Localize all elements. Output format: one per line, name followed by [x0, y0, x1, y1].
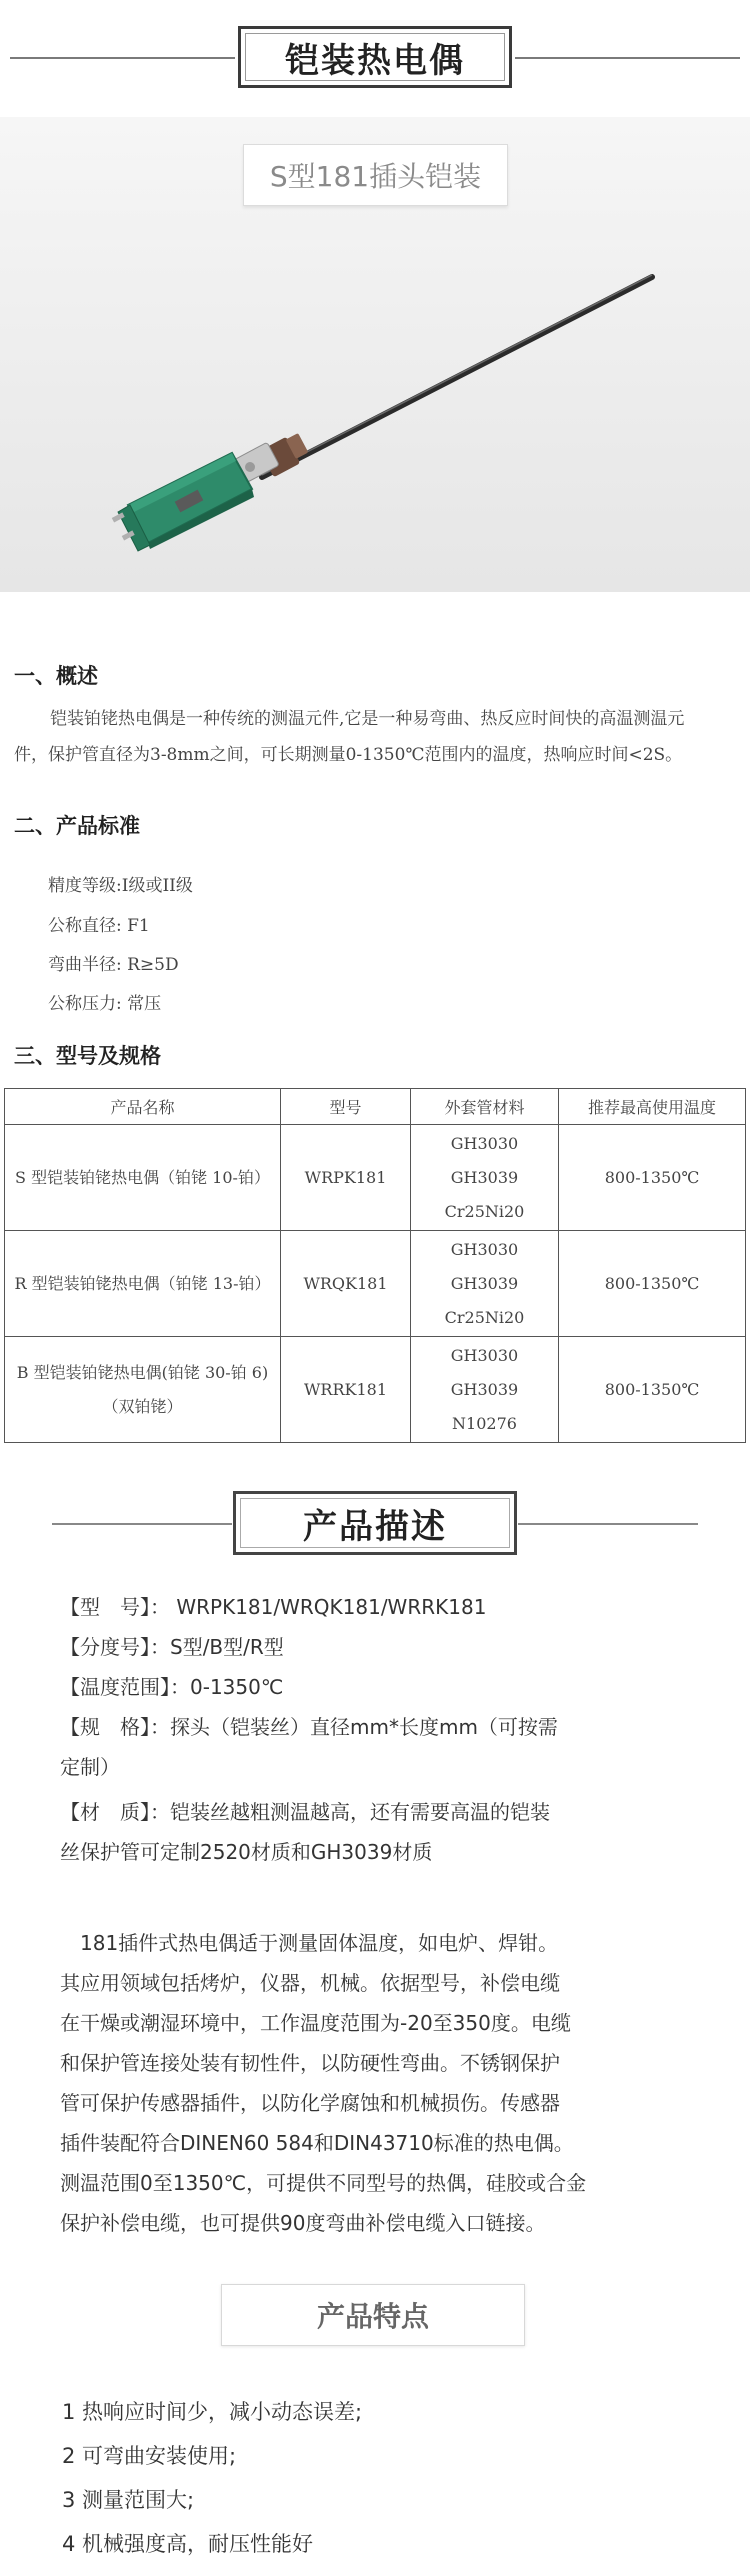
material-cell: GH3030 GH3039 Cr25Ni20 — [411, 1125, 559, 1231]
description-field: 【温度范围】：0-1350℃ — [60, 1675, 284, 1699]
feature-item: 4 机械强度高，耐压性能好 — [62, 2532, 314, 2556]
column-header: 产品名称 — [5, 1089, 281, 1125]
product-name-cell: R 型铠装铂铑热电偶（铂铑 13-铂） — [5, 1231, 281, 1337]
standard-heading: 二、产品标准 — [14, 814, 140, 838]
description-paragraph-line: 测温范围0至1350℃，可提供不同型号的热偶，硅胶或合金 — [60, 2171, 587, 2195]
table-row — [5, 1337, 746, 1443]
header-banner — [0, 22, 750, 92]
description-paragraph-line: 其应用领域包括烤炉，仪器，机械。依据型号，补偿电缆 — [60, 1971, 560, 1995]
standard-item: 公称压力: 常压 — [48, 994, 162, 1014]
description-field: 【材 质】：铠装丝越粗测温越高，还有需要高温的铠装 — [60, 1800, 550, 1824]
feature-item: 1 热响应时间少，减小动态误差; — [62, 2400, 363, 2424]
description-field: 定制） — [60, 1755, 120, 1779]
overview-heading: 一、概述 — [14, 664, 98, 688]
description-field: 【型 号】： WRPK181/WRQK181/WRRK181 — [60, 1595, 487, 1619]
features-banner — [221, 2284, 525, 2346]
column-header: 推荐最高使用温度 — [559, 1089, 746, 1125]
hero-subtitle: S型181插头铠装 — [269, 160, 482, 193]
hero-section — [0, 117, 750, 592]
material-cell: GH3030 GH3039 N10276 — [411, 1337, 559, 1443]
models-table — [4, 1088, 746, 1443]
product-name-cell: S 型铠装铂铑热电偶（铂铑 10-铂） — [5, 1125, 281, 1231]
features-title: 产品特点 — [316, 2300, 429, 2333]
green-connector — [112, 453, 254, 551]
description-field: 丝保护管可定制2520材质和GH3039材质 — [60, 1840, 433, 1864]
overview-line-2: 件，保护管直径为3-8mm之间，可长期测量0-1350℃范围内的温度，热响应时间<2S。 — [14, 745, 683, 765]
feature-item: 3 测量范围大; — [62, 2488, 195, 2512]
model-cell: WRRK181 — [281, 1337, 411, 1443]
table-row — [5, 1231, 746, 1337]
material-cell: GH3030 GH3039 Cr25Ni20 — [411, 1231, 559, 1337]
model-cell: WRQK181 — [281, 1231, 411, 1337]
description-paragraph-line: 和保护管连接处装有韧性件，以防硬性弯曲。不锈钢保护 — [60, 2051, 560, 2075]
description-paragraph-line: 插件装配符合DINEN60 584和DIN43710标准的热电偶。 — [60, 2131, 574, 2155]
product-name-cell: B 型铠装铂铑热电偶(铂铑 30-铂 6) （双铂铑） — [5, 1337, 281, 1443]
description-paragraph-line: 保护补偿电缆，也可提供90度弯曲补偿电缆入口链接。 — [60, 2211, 546, 2235]
description-paragraph-line: 181插件式热电偶适于测量固体温度，如电炉、焊钳。 — [60, 1931, 559, 1955]
description-field: 【规 格】：探头（铠装丝）直径mm*长度mm（可按需 — [60, 1715, 558, 1739]
thermocouple-product-image — [0, 117, 750, 592]
standard-item: 弯曲半径: R≥5D — [48, 955, 179, 975]
temperature-cell: 800-1350℃ — [559, 1337, 746, 1443]
temperature-cell: 800-1350℃ — [559, 1125, 746, 1231]
header-rule-right — [515, 57, 740, 59]
model-cell: WRPK181 — [281, 1125, 411, 1231]
description-paragraph-line: 管可保护传感器插件，以防化学腐蚀和机械损伤。传感器 — [60, 2091, 560, 2115]
overview-line-1: 铠装铂铑热电偶是一种传统的测温元件,它是一种易弯曲、热反应时间快的高温测温元 — [50, 709, 685, 729]
table-header-row — [5, 1089, 746, 1125]
standard-item: 精度等级:I级或II级 — [48, 876, 193, 896]
description-title: 产品描述 — [303, 1506, 447, 1547]
description-paragraph-line: 在干燥或潮湿环境中，工作温度范围为-20至350度。电缆 — [60, 2011, 571, 2035]
header-title: 铠装热电偶 — [285, 40, 465, 81]
feature-item: 2 可弯曲安装使用; — [62, 2444, 237, 2468]
standard-item: 公称直径: F1 — [48, 916, 150, 936]
temperature-cell: 800-1350℃ — [559, 1231, 746, 1337]
column-header: 型号 — [281, 1089, 411, 1125]
description-field: 【分度号】：S型/B型/R型 — [60, 1635, 284, 1659]
probe-rod — [262, 277, 652, 477]
models-heading: 三、型号及规格 — [14, 1044, 161, 1068]
table-row — [5, 1125, 746, 1231]
description-banner — [0, 1487, 750, 1561]
column-header: 外套管材料 — [411, 1089, 559, 1125]
header-title-box — [238, 26, 512, 88]
header-rule-left — [10, 57, 235, 59]
